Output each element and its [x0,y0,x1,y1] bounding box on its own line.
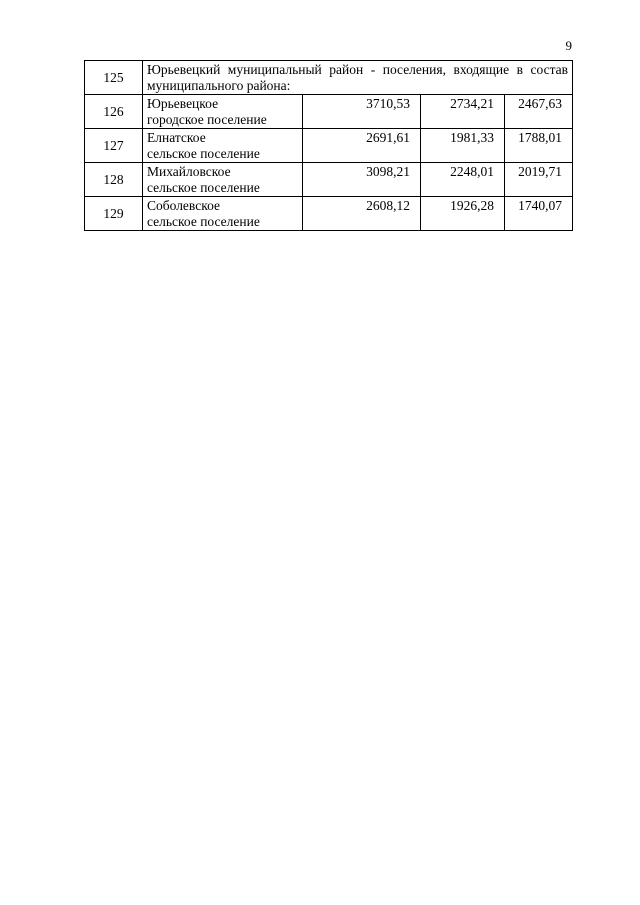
value-cell: 1740,07 [505,197,573,231]
settlement-type-line: сельское поселение [147,180,260,195]
table-row [85,163,573,197]
settlement-name-line: Юрьевецкое [147,96,219,111]
table-row [85,197,573,231]
value-cell: 1788,01 [505,129,573,163]
data-table [84,60,573,231]
settlement-type-line: сельское поселение [147,146,260,161]
settlement-name [143,95,303,129]
table-row [85,61,573,95]
settlement-name-line: Михайловское [147,164,231,179]
settlement-name-line: Елнатское [147,130,206,145]
value-cell: 2608,12 [303,197,421,231]
row-number: 125 [85,61,143,95]
table-row [85,95,573,129]
settlement-name-line: Соболевское [147,198,220,213]
district-heading: Юрьевецкий муниципальный район - поселения, входящие в состав муниципального района: [143,61,573,95]
settlement-name [143,163,303,197]
value-cell: 2248,01 [421,163,505,197]
row-number: 128 [85,163,143,197]
settlement-type-line: городское поселение [147,112,267,127]
value-cell: 1981,33 [421,129,505,163]
value-cell: 2019,71 [505,163,573,197]
settlement-type-line: сельское поселение [147,214,260,229]
table-row [85,129,573,163]
settlement-name [143,129,303,163]
value-cell: 3098,21 [303,163,421,197]
row-number: 127 [85,129,143,163]
value-cell: 2734,21 [421,95,505,129]
settlement-name [143,197,303,231]
value-cell: 2691,61 [303,129,421,163]
value-cell: 1926,28 [421,197,505,231]
row-number: 126 [85,95,143,129]
value-cell: 3710,53 [303,95,421,129]
value-cell: 2467,63 [505,95,573,129]
row-number: 129 [85,197,143,231]
page-number: 9 [565,38,572,53]
